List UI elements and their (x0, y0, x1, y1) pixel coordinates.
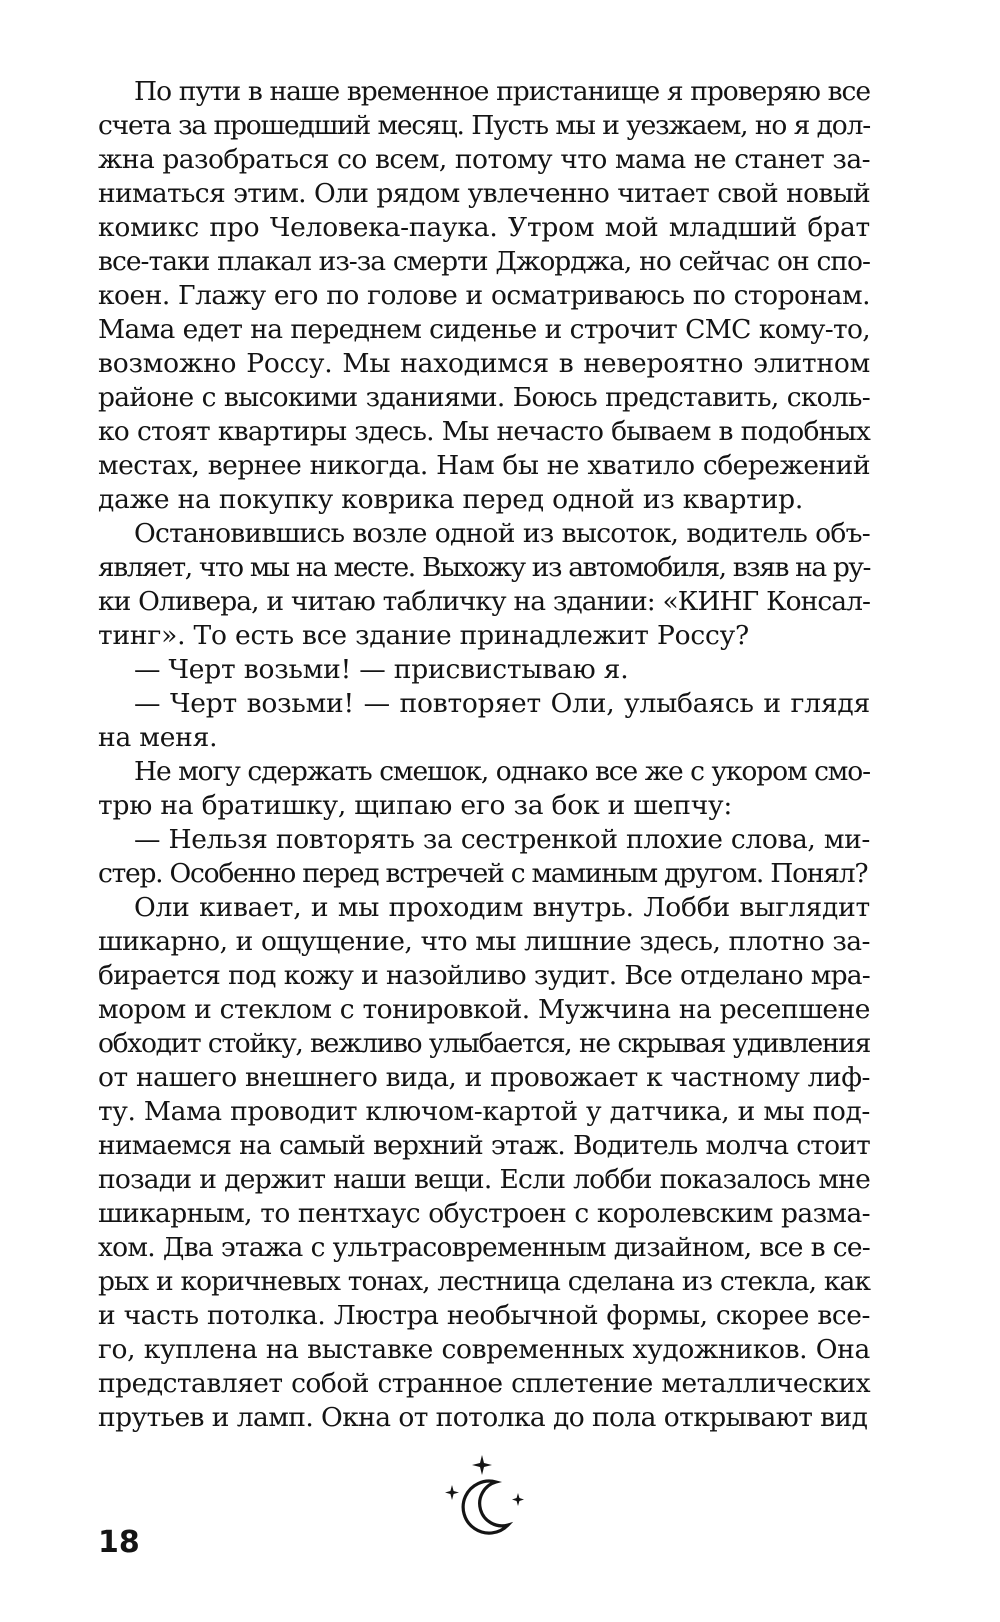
text-line: — Нельзя повторять за сестренкой плохие слова, ми- (134, 824, 870, 855)
text-line: обходит стойку, вежливо улыбается, не скрывая удивления (98, 1028, 870, 1059)
text-line: рых и коричневых тонах, лестница сделана из стекла, как (98, 1266, 870, 1297)
text-line: от нашего внешнего вида, и провожает к частному лиф- (98, 1062, 870, 1093)
text-line: хом. Два этажа с ультрасовременным дизайном, все в се- (98, 1232, 870, 1263)
text-line: представляет собой странное сплетение металлических (98, 1368, 870, 1399)
text-line: прутьев и ламп. Окна от потолка до пола открывают вид (98, 1402, 868, 1433)
text-line: являет, что мы на месте. Выхожу из автомобиля, взяв на ру- (98, 552, 870, 583)
text-line: — Черт возьми! — повторяет Оли, улыбаясь и глядя (134, 688, 870, 719)
page-number: 18 (98, 1525, 140, 1560)
text-line: тинг». То есть все здание принадлежит Россу? (98, 620, 750, 651)
text-line: шикарным, то пентхаус обустроен с королевским разма- (98, 1198, 870, 1229)
text-line: шикарно, и ощущение, что мы лишние здесь, плотно за- (98, 926, 870, 957)
text-line: все-таки плакал из-за смерти Джорджа, но сейчас он спо- (98, 246, 870, 277)
text-line: районе с высокими зданиями. Боюсь представить, сколь- (98, 382, 870, 413)
text-line: жна разобраться со всем, потому что мама не станет за- (98, 144, 870, 175)
text-line: ту. Мама проводит ключом-картой у датчика, и мы под- (98, 1096, 870, 1127)
text-line: го, куплена на выставке современных художников. Она (98, 1334, 870, 1365)
text-line: ниматься этим. Оли рядом увлеченно читает свой новый (98, 178, 870, 209)
text-line: возможно Россу. Мы находимся в невероятно элитном (98, 348, 870, 379)
text-line: комикс про Человека-паука. Утром мой младший брат (98, 212, 870, 243)
text-line: По пути в наше временное пристанище я проверяю все (134, 76, 870, 107)
text-line: бирается под кожу и назойливо зудит. Все отделано мра- (98, 960, 870, 991)
text-line: счета за прошедший месяц. Пусть мы и уезжаем, но я дол- (98, 110, 870, 141)
text-line: стер. Особенно перед встречей с маминым другом. Понял? (98, 858, 868, 889)
text-line: нимаемся на самый верхний этаж. Водитель молча стоит (98, 1130, 870, 1161)
text-line: ки Оливера, и читаю табличку на здании: «КИНГ Консал- (98, 586, 870, 617)
text-line: Оли кивает, и мы проходим внутрь. Лобби выглядит (134, 892, 870, 923)
text-line: ко стоят квартиры здесь. Мы нечасто бываем в подобных (98, 416, 870, 447)
text-line: на меня. (98, 722, 218, 753)
text-line: трю на братишку, щипаю его за бок и шепчу: (98, 790, 733, 821)
text-line: — Черт возьми! — присвистываю я. (134, 654, 629, 685)
text-line: Не могу сдержать смешок, однако все же с укором смо- (134, 756, 870, 787)
page-body-text (98, 75, 870, 1435)
text-line: мором и стеклом с тонировкой. Мужчина на ресепшене (98, 994, 870, 1025)
text-line: местах, вернее никогда. Нам бы не хватило сбережений (98, 450, 870, 481)
moon-and-stars-icon (438, 1455, 528, 1545)
text-line: коен. Глажу его по голове и осматриваюсь по сторонам. (98, 280, 870, 311)
text-line: Остановившись возле одной из высоток, водитель объ- (134, 518, 870, 549)
text-line: позади и держит наши вещи. Если лобби показалось мне (98, 1164, 870, 1195)
text-line: и часть потолка. Люстра необычной формы, скорее все- (98, 1300, 870, 1331)
text-line: даже на покупку коврика перед одной из квартир. (98, 484, 804, 515)
text-line: Мама едет на переднем сиденье и строчит СМС кому-то, (98, 314, 870, 345)
